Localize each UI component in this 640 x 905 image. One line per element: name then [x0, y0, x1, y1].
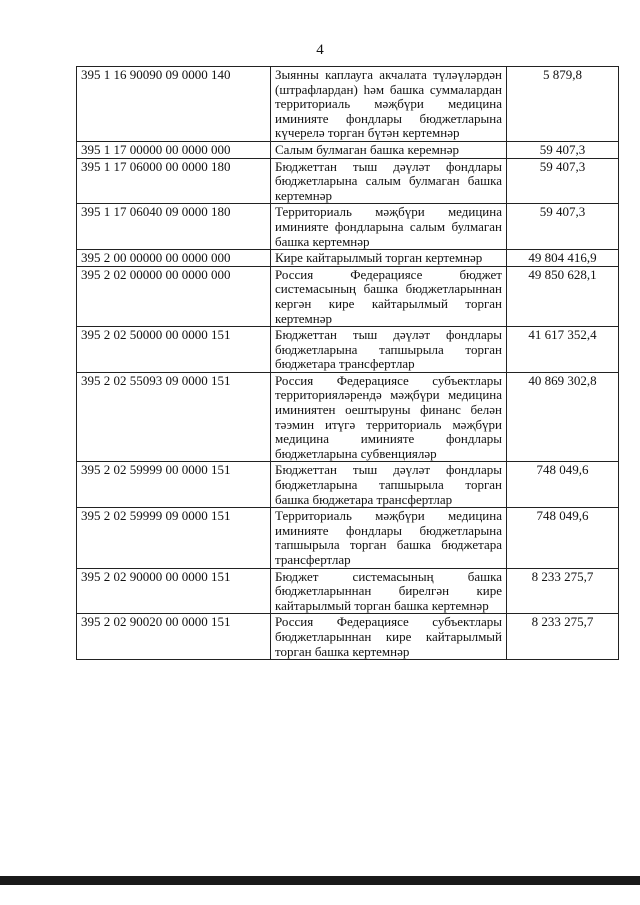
classification-code: 395 2 02 50000 00 0000 151: [77, 327, 271, 373]
amount: 49 850 628,1: [507, 266, 619, 326]
amount: 748 049,6: [507, 462, 619, 508]
table-row: [77, 372, 619, 462]
revenue-name: Территориаль мәҗбүри медицина иминияте фондларына салым булмаган башка кертемнәр: [271, 204, 507, 250]
amount: 59 407,3: [507, 141, 619, 158]
table-row: [77, 327, 619, 373]
table-row: [77, 614, 619, 660]
revenue-name: Салым булмаган башка керемнәр: [271, 141, 507, 158]
table-row: [77, 462, 619, 508]
amount: 41 617 352,4: [507, 327, 619, 373]
table-row: [77, 250, 619, 267]
amount: 59 407,3: [507, 158, 619, 204]
table-row: [77, 568, 619, 614]
classification-code: 395 2 02 59999 09 0000 151: [77, 508, 271, 568]
amount: 748 049,6: [507, 508, 619, 568]
classification-code: 395 2 02 55093 09 0000 151: [77, 372, 271, 462]
amount: 49 804 416,9: [507, 250, 619, 267]
amount: 8 233 275,7: [507, 614, 619, 660]
table-row: [77, 266, 619, 326]
revenue-name: Бюджет системасының башка бюджетларыннан бирелгән кире кайтарылмый торган башка кертемнәр: [271, 568, 507, 614]
revenue-name: Зыянны каплауга акчалата түләүләрдән (штрафлардан) һәм башка суммалардан территориаль мәҗбүри медицина иминияте фондлары бюджетларына күчерелә торган бүтән кертемнәр: [271, 67, 507, 142]
classification-code: 395 2 02 90000 00 0000 151: [77, 568, 271, 614]
classification-code: 395 2 02 90020 00 0000 151: [77, 614, 271, 660]
classification-code: 395 1 17 06040 09 0000 180: [77, 204, 271, 250]
table-row: [77, 67, 619, 142]
table-row: [77, 508, 619, 568]
revenue-name: Россия Федерациясе субъектлары территорияләрендә мәҗбүри медицина иминиятен оештыруны финанс белән тәэмин итүгә территориаль мәҗбүри медицина иминияте фондлары бюджетларына субвенцияләр: [271, 372, 507, 462]
amount: 8 233 275,7: [507, 568, 619, 614]
classification-code: 395 1 16 90090 09 0000 140: [77, 67, 271, 142]
classification-code: 395 2 02 59999 00 0000 151: [77, 462, 271, 508]
classification-code: 395 1 17 00000 00 0000 000: [77, 141, 271, 158]
revenue-name: Бюджеттан тыш дәүләт фондлары бюджетларына тапшырыла торган бюджетара трансфертлар: [271, 327, 507, 373]
budget-revenue-table: [76, 66, 619, 660]
table-row: [77, 141, 619, 158]
page-number: 4: [316, 42, 324, 58]
scan-edge-bar: [0, 876, 640, 885]
revenue-name: Бюджеттан тыш дәүләт фондлары бюджетларына салым булмаган башка кертемнәр: [271, 158, 507, 204]
amount: 40 869 302,8: [507, 372, 619, 462]
classification-code: 395 1 17 06000 00 0000 180: [77, 158, 271, 204]
revenue-name: Россия Федерациясе субъектлары бюджетларыннан кире кайтарылмый торган башка кертемнәр: [271, 614, 507, 660]
revenue-name: Россия Федерациясе бюджет системасының башка бюджетларыннан кергән кире кайтарылмый торган кертемнәр: [271, 266, 507, 326]
amount: 59 407,3: [507, 204, 619, 250]
classification-code: 395 2 02 00000 00 0000 000: [77, 266, 271, 326]
revenue-name: Бюджеттан тыш дәүләт фондлары бюджетларына тапшырыла торган башка бюджетара трансфертлар: [271, 462, 507, 508]
revenue-name: Территориаль мәҗбүри медицина иминияте фондлары бюджетларына тапшырыла торган башка бюджетара трансфертлар: [271, 508, 507, 568]
classification-code: 395 2 00 00000 00 0000 000: [77, 250, 271, 267]
revenue-name: Кире кайтарылмый торган кертемнәр: [271, 250, 507, 267]
table-row: [77, 158, 619, 204]
amount: 5 879,8: [507, 67, 619, 142]
table-row: [77, 204, 619, 250]
